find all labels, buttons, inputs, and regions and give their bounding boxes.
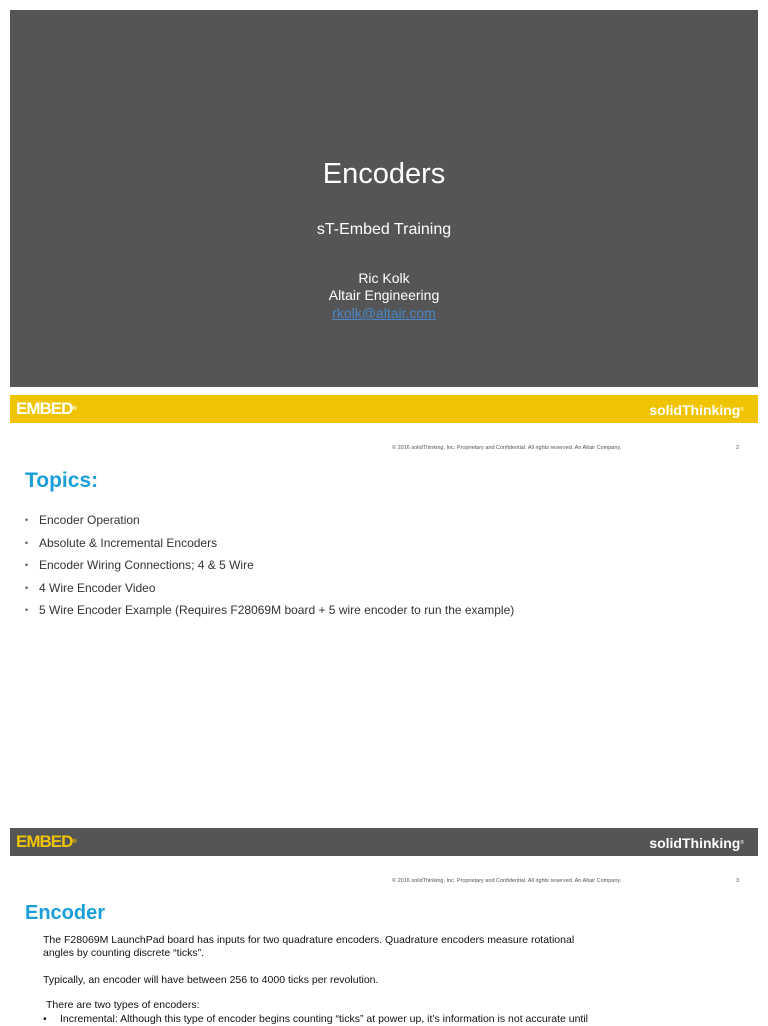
copyright-text: © 2016 solidThinking, Inc. Proprietary and Confidential. All rights reserved. An Altair Company. bbox=[392, 445, 622, 451]
list-item: • 5 Wire Encoder Example (Requires F28069M board + 5 wire encoder to run the example) bbox=[25, 603, 515, 618]
list-item: • Encoder Operation bbox=[25, 513, 140, 527]
solidthinking-logo: solidThinking® bbox=[649, 835, 744, 851]
title-slide-background bbox=[10, 10, 758, 387]
slide-title: Encoders bbox=[322, 158, 446, 190]
types-paragraph: There are two types of encoders: bbox=[46, 999, 200, 1011]
list-item: • Absolute & Incremental Encoders bbox=[25, 535, 218, 550]
solidthinking-logo: solidThinking® bbox=[649, 402, 744, 418]
intro-paragraph: The F28069M LaunchPad board has inputs for two quadrature encoders. Quadrature encoders measure rotational angles by counting discrete “ticks”. bbox=[43, 934, 575, 959]
author-email-link[interactable]: rkolk@altair.com bbox=[332, 305, 436, 321]
topics-heading: Topics: bbox=[25, 469, 99, 492]
ticks-paragraph: Typically, an encoder will have between 256 to 4000 ticks per revolution. bbox=[43, 974, 379, 986]
embed-logo: EMBED® bbox=[16, 399, 77, 418]
encoder-heading: Encoder bbox=[25, 902, 106, 924]
author-name: Ric Kolk bbox=[358, 270, 410, 286]
copyright-text: © 2016 solidThinking, Inc. Proprietary and Confidential. All rights reserved. An Altair Company. bbox=[392, 878, 622, 884]
topics-list bbox=[22, 513, 514, 626]
list-item: • Encoder Wiring Connections; 4 & 5 Wire bbox=[25, 558, 254, 573]
incremental-bullet: • Incremental: Although this type of encoder begins counting “ticks” at power up, it’s information is not accurate until bbox=[43, 1013, 589, 1025]
embed-logo: EMBED® bbox=[16, 832, 77, 851]
page-number: 2 bbox=[736, 445, 740, 451]
footer-bar-gray bbox=[10, 828, 758, 856]
author-company: Altair Engineering bbox=[328, 287, 440, 303]
page-number: 3 bbox=[736, 878, 740, 884]
slide-subtitle: sT-Embed Training bbox=[316, 221, 452, 238]
list-item: • 4 Wire Encoder Video bbox=[25, 580, 156, 595]
footer-bar-yellow bbox=[10, 395, 758, 423]
